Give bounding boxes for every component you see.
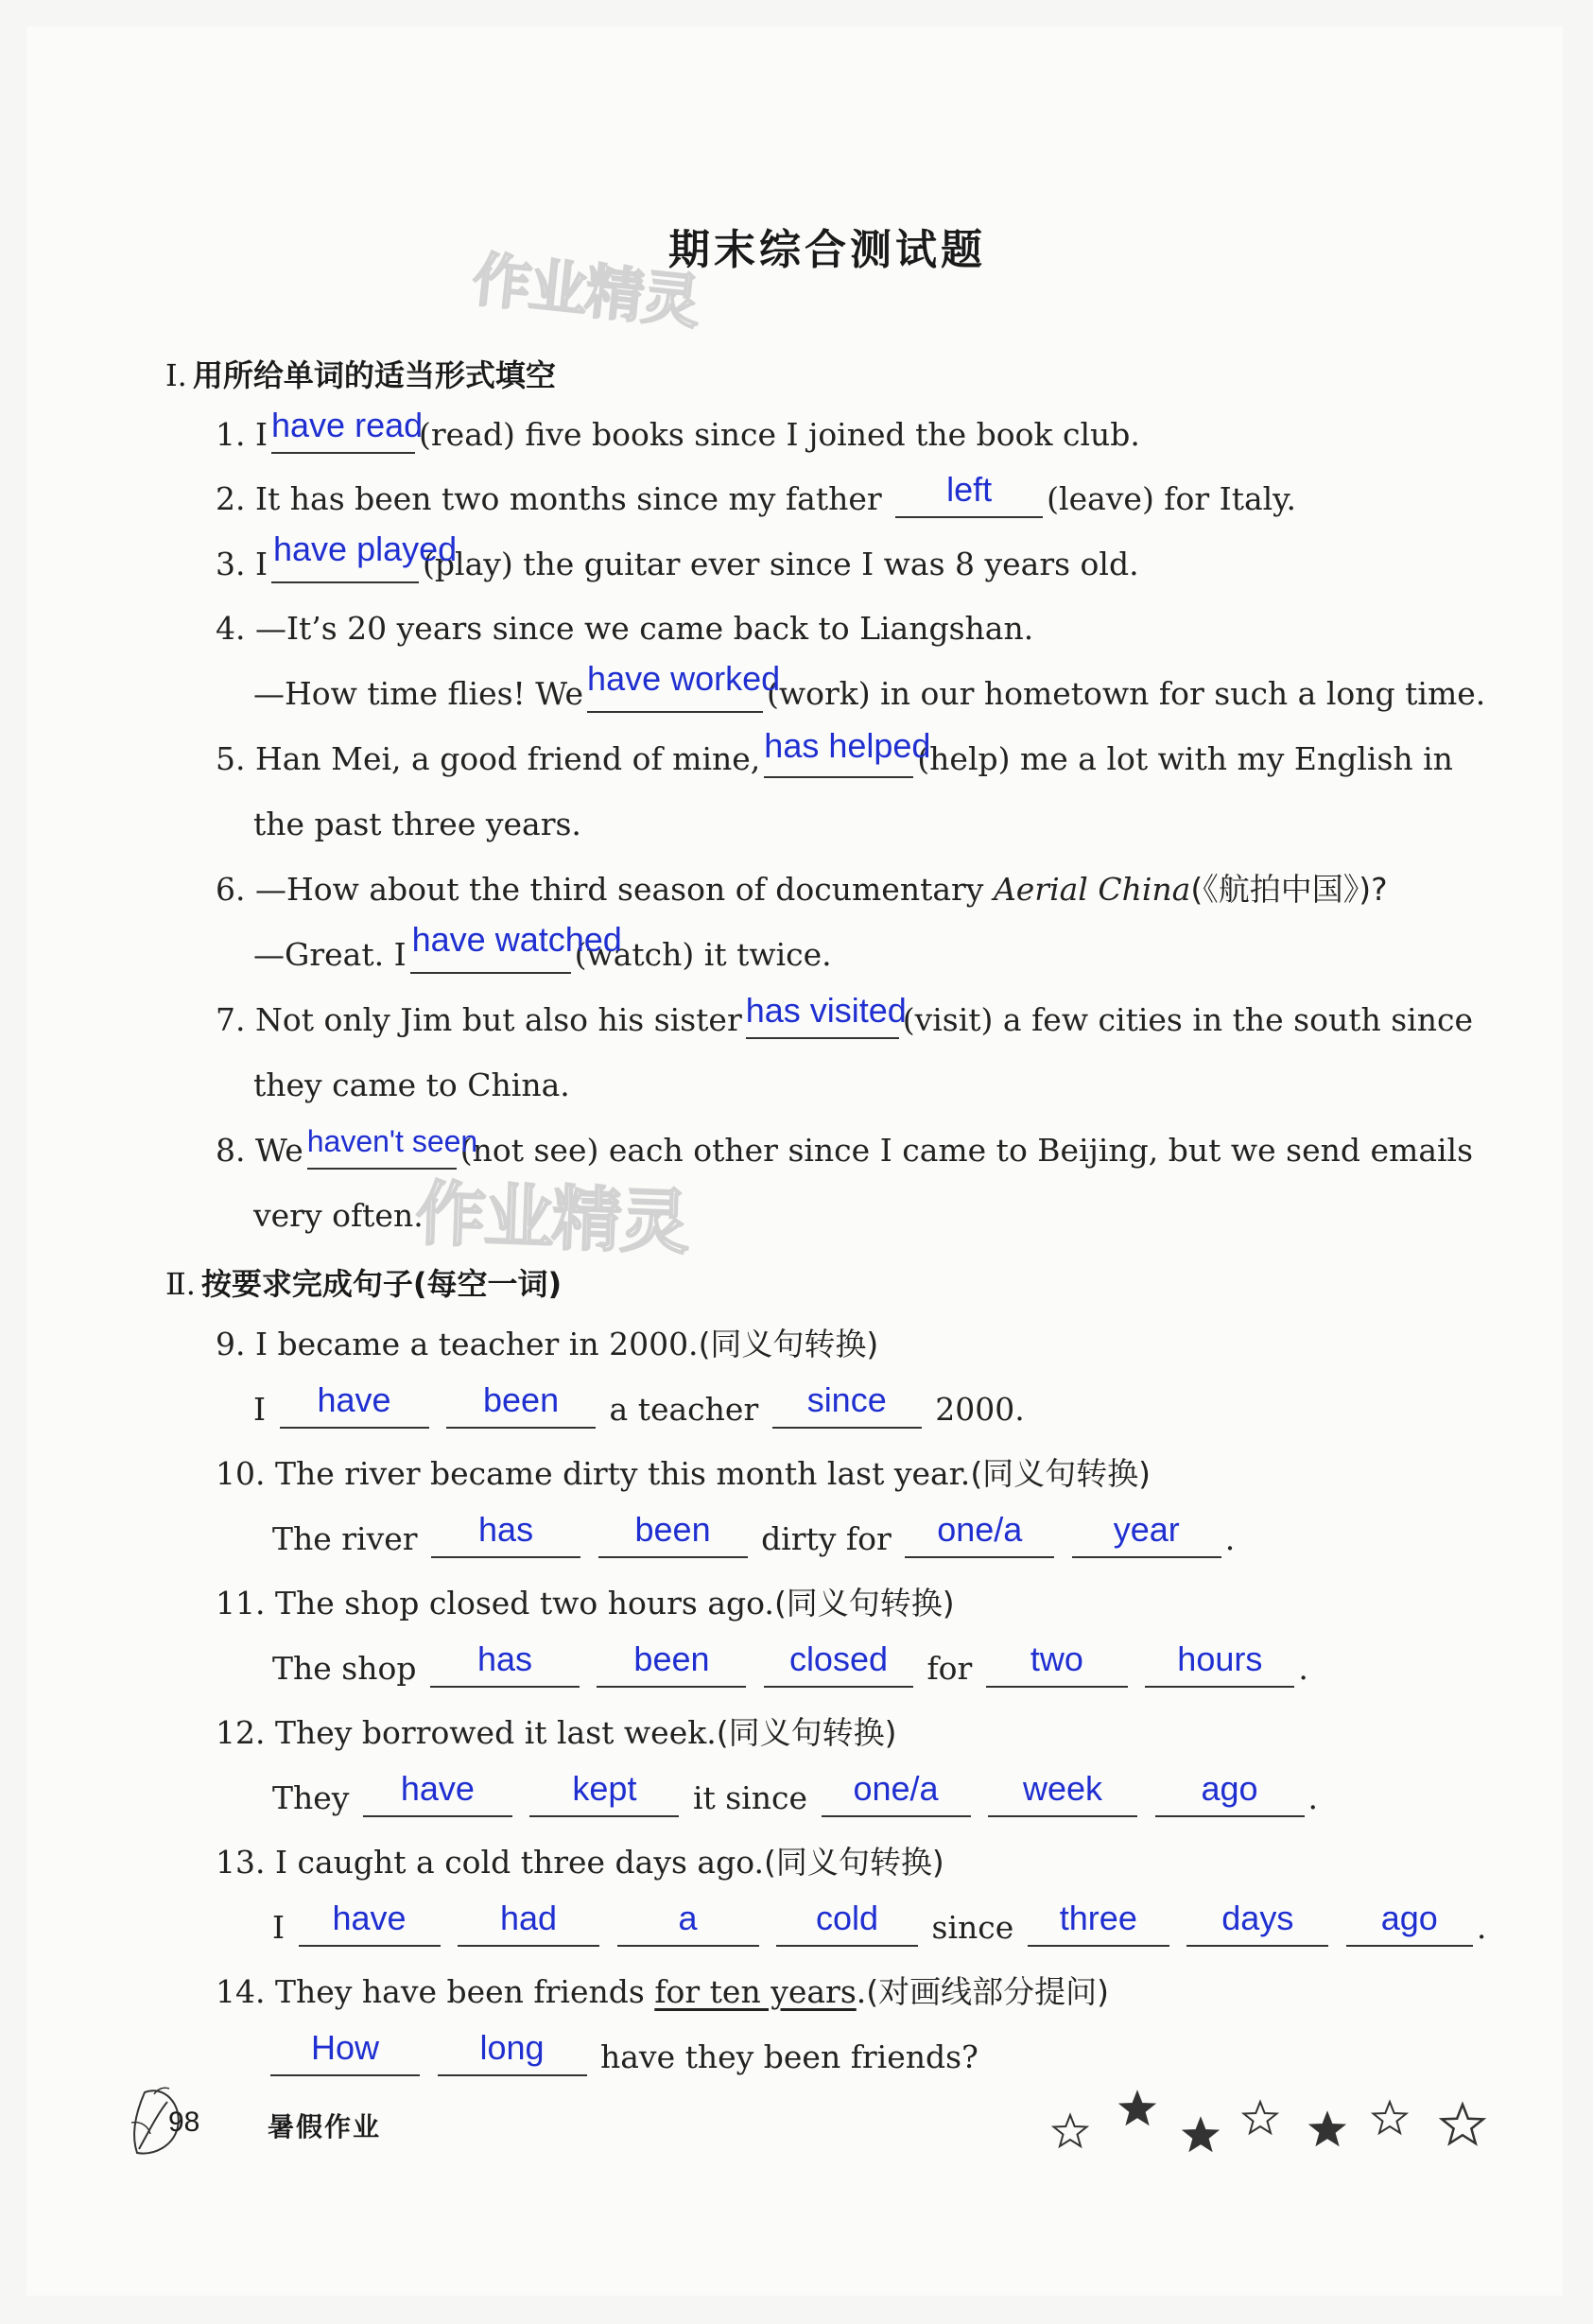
question-11-prompt: 11. The shop closed two hours ago.(同义句转换) [216,1585,955,1622]
question-9-prompt: 9. I became a teacher in 2000.(同义句转换) [216,1326,879,1362]
section-1-numeral: Ⅰ. [165,357,187,393]
page-title: 期末综合测试题 [668,226,986,274]
q13-blank-2[interactable]: had [458,1913,599,1947]
book-label: 暑假作业 [268,2111,382,2142]
question-6-line-2: —Great. I have watched (watch) it twice. [253,920,832,973]
underlined-phrase: for ten years [654,1973,857,2010]
question-10-answer-line: The river has been dirty for one/a year . [272,1510,1236,1557]
star-outline-icon [1051,2112,1089,2150]
q13-blank-4[interactable]: cold [776,1913,918,1947]
q12-blank-3[interactable]: one/a [822,1783,971,1817]
answer-3: have played [273,529,458,568]
q11-blank-2[interactable]: been [597,1654,746,1688]
question-14-answer-line: How long have they been friends? [267,2038,978,2076]
q13-blank-3[interactable]: a [617,1913,759,1947]
q9-blank-2[interactable]: been [446,1395,596,1429]
star-outline-icon [1371,2099,1409,2137]
q10-blank-4[interactable]: year [1072,1524,1221,1558]
answer-blank-6[interactable] [410,920,622,974]
question-3: 3. I have played (play) the guitar ever since I was 8 years old. [216,529,1139,582]
question-13-prompt: 13. I caught a cold three days ago.(同义句转换) [216,1844,944,1881]
question-10-prompt: 10. The river became dirty this month last year.(同义句转换) [216,1455,1151,1492]
answer-2: left [946,470,993,509]
answer-6: have watched [411,920,622,959]
q13-blank-1[interactable]: have [299,1913,441,1947]
answer-7: has visited [745,991,907,1030]
answer-blank-4[interactable] [587,659,781,713]
question-4-line-1: 4. —It’s 20 years since we came back to Liangshan. [216,610,1034,647]
question-8: 8. We haven't seen (not see) each other since I came to Beijing, but we send emails [216,1124,1474,1169]
answer-1: have read [271,406,424,444]
q12-blank-1[interactable]: have [363,1783,512,1817]
q10-blank-2[interactable]: been [598,1524,748,1558]
section-2-heading [165,1260,562,1304]
answer-blank-1[interactable] [271,406,424,454]
question-9-answer-line: I have been a teacher since 2000. [253,1380,1025,1428]
question-7-line-2: they came to China. [253,1067,570,1103]
q13-blank-6[interactable]: days [1186,1913,1328,1947]
question-1: 1. I have read (read) five books since I joined the book club. [216,406,1140,453]
q11-blank-4[interactable]: two [986,1654,1128,1688]
answer-blank-3[interactable] [271,529,458,583]
q14-blank-2[interactable]: long [438,2042,587,2076]
q9-blank-1[interactable]: have [280,1395,429,1429]
q12-blank-5[interactable]: ago [1155,1783,1305,1817]
star-outline-icon [1241,2099,1279,2137]
q14-blank-1[interactable]: How [270,2042,420,2076]
star-filled-icon [1308,2110,1346,2148]
answer-5: has helped [764,726,931,765]
answer-blank-5[interactable] [764,726,931,778]
question-5: 5. Han Mei, a good friend of mine, has helped (help) me a lot with my English in [216,726,1453,777]
page-number: 98 [168,2107,200,2138]
q13-blank-5[interactable]: three [1028,1913,1169,1947]
watermark-top: 作业精灵 [469,244,702,338]
answer-blank-7[interactable] [745,991,907,1039]
question-14-prompt: 14. They have been friends for ten years.(对画线部分提问) [216,1973,1109,2010]
question-12-answer-line: They have kept it since one/a week ago . [272,1769,1318,1816]
question-5-line-2: the past three years. [253,806,581,842]
question-7: 7. Not only Jim but also his sister has visited (visit) a few cities in the south since [216,991,1473,1038]
star-filled-icon [1118,2090,1156,2127]
section-2-title: 按要求完成句子(每空一词) [200,1266,563,1302]
question-8-line-2: very often. [253,1197,424,1234]
answer-4: have worked [587,659,781,698]
question-4-line-2: —How time flies! We have worked (work) in our hometown for such a long time. [253,659,1486,712]
answer-8: haven't seen [306,1124,478,1158]
question-13-answer-line: I have had a cold since three days ago . [272,1899,1487,1946]
answer-blank-2[interactable] [895,470,1043,518]
q11-blank-3[interactable]: closed [764,1654,913,1688]
q13-blank-7[interactable]: ago [1346,1913,1473,1947]
section-1-heading [165,352,556,395]
q12-blank-2[interactable]: kept [529,1783,679,1817]
star-filled-icon [1182,2116,1220,2154]
question-12-prompt: 12. They borrowed it last week.(同义句转换) [216,1714,897,1751]
q9-blank-3[interactable]: since [772,1395,922,1429]
q10-blank-3[interactable]: one/a [905,1524,1054,1558]
question-6-line-1: 6. —How about the third season of documentary Aerial China(《航拍中国》)? [216,871,1388,908]
q11-blank-5[interactable]: hours [1145,1654,1294,1688]
star-outline-icon [1439,2101,1486,2148]
q11-blank-1[interactable]: has [430,1654,580,1688]
answer-blank-8[interactable] [306,1124,478,1170]
section-2-numeral: Ⅱ. [165,1266,196,1302]
watermark-middle: 作业精灵 [414,1172,690,1264]
q10-blank-1[interactable]: has [431,1524,580,1558]
section-1-title: 用所给单词的适当形式填空 [192,357,556,393]
q12-blank-4[interactable]: week [988,1783,1137,1817]
question-2: 2. It has been two months since my father left (leave) for Italy. [216,470,1296,517]
question-11-answer-line: The shop has been closed for two hours . [272,1639,1308,1687]
